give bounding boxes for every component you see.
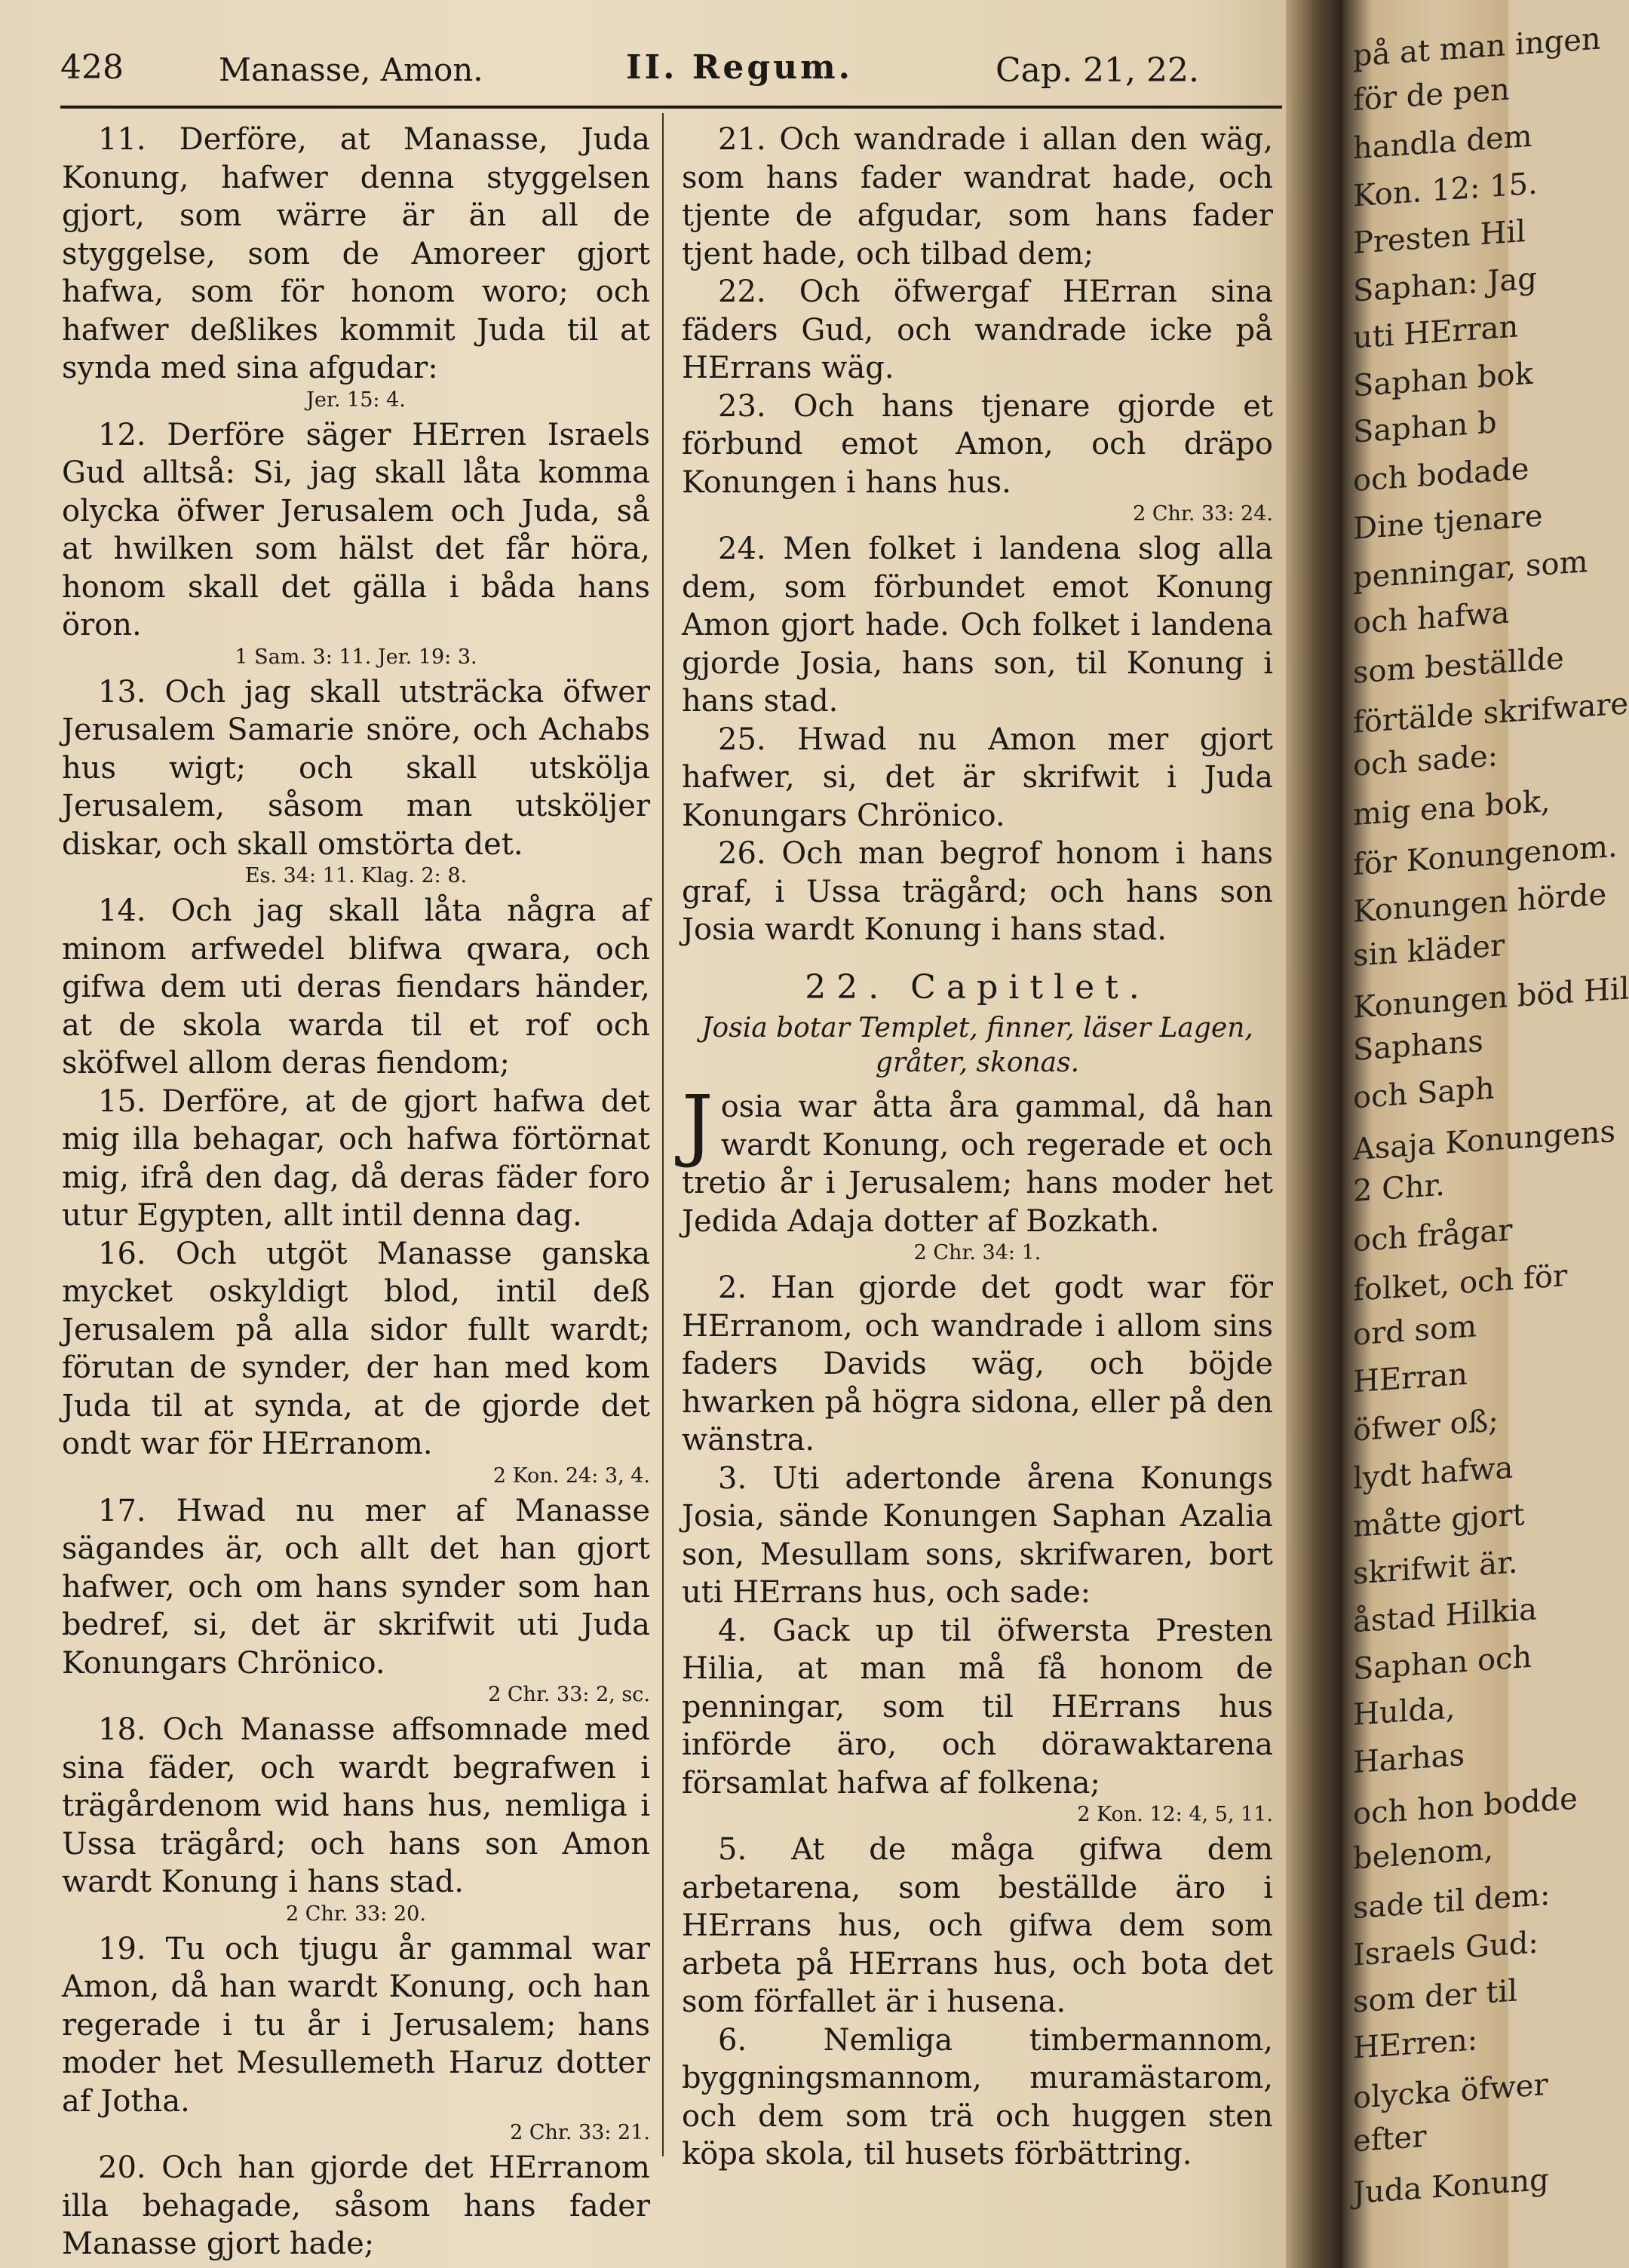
adjacent-page-fragment: Asaja Konungens bbox=[1353, 1114, 1615, 1168]
verse-1-text: osia war åtta åra gammal, då han wardt Konung, och regerade et och tretio år i Jerusalem; hans moder het Jedida Adaja dotter af Bozkath. bbox=[682, 1090, 1273, 1239]
adjacent-page-fragment: Saphan bok bbox=[1353, 356, 1533, 404]
adjacent-page-fragment: för de pen bbox=[1353, 72, 1510, 118]
adjacent-page-fragment: mig ena bok, bbox=[1353, 783, 1551, 832]
adjacent-page-fragment: på at man ingen bbox=[1353, 21, 1601, 74]
column-divider bbox=[662, 113, 664, 2156]
adjacent-page-fragment: som der til bbox=[1353, 1973, 1518, 2020]
adjacent-page-fragment: belenom, bbox=[1353, 1831, 1494, 1877]
drop-cap: J bbox=[682, 1078, 713, 1170]
book-gutter bbox=[1286, 0, 1342, 2268]
adjacent-page-fragment: Presten Hil bbox=[1353, 214, 1526, 262]
verse-20: 20. Och han gjorde det HErranom illa behagade, såsom hans fader Manasse gjort hade; bbox=[62, 2150, 650, 2261]
chapter-heading: 22. Capitlet. bbox=[805, 967, 1150, 1007]
verse-6: 6. Nemliga timbermannom, byggningsmannom, muramästarom, och dem som trä och huggen sten köpa skola, til husets förbättring. bbox=[682, 2022, 1273, 2171]
verse-19: 19. Tu och tjugu år gammal war Amon, då han wardt Konung, och han regerade i tu år i Jerusalem; hans moder het Mesullemeth Haruz dotter af Jotha. bbox=[62, 1931, 650, 2119]
adjacent-page-fragment: efter bbox=[1353, 2119, 1427, 2159]
verse-24: 24. Men folket i landena slog alla dem, som förbundet emot Konung Amon gjort hade. Och folket i landena gjorde Josia, hans son, til Konung i hans stad. bbox=[682, 532, 1273, 719]
page-number: 428 bbox=[60, 48, 124, 87]
cross-reference: Es. 34: 11. Klag. 2: 8. bbox=[244, 864, 468, 887]
adjacent-page-fragment: olycka öfwer bbox=[1353, 2067, 1548, 2116]
verse-18: 18. Och Manasse affsomnade med sina fäder, och wardt begrafwen i trägårdenom wid hans hus, nemliga i Ussa trägård; och hans son Amon wardt Konung i hans stad. bbox=[62, 1712, 650, 1899]
adjacent-page-fragment: Konungen böd Hil bbox=[1353, 971, 1629, 1025]
adjacent-page-fragment: förtälde skrifware bbox=[1353, 685, 1629, 740]
cross-reference: 2 Kon. 24: 3, 4. bbox=[492, 1463, 650, 1488]
adjacent-page-fragment: och Saph bbox=[1353, 1071, 1495, 1116]
adjacent-page-fragment: för Konungenom. bbox=[1353, 829, 1618, 882]
verse-22: 22. Och öfwergaf HErran sina fäders Gud, och wandrade icke på HErrans wäg. bbox=[682, 274, 1273, 385]
verse-23: 23. Och hans tjenare gjorde et förbund emot Amon, och dräpo Konungen i hans hus. bbox=[682, 388, 1273, 500]
adjacent-page-fragment: öfwer oß; bbox=[1353, 1403, 1499, 1448]
adjacent-page-fragment: Hulda, bbox=[1353, 1690, 1456, 1733]
cross-reference: 2 Chr. 33: 21. bbox=[510, 2121, 650, 2144]
verse-14: 14. Och jag skall låta några af minom arfwedel blifwa qwara, och gifwa dem uti deras fiendars händer, at de skola warda til et rof och sköfwel allom deras fiendom; bbox=[62, 893, 650, 1080]
adjacent-page-fragment: Saphan: Jag bbox=[1353, 261, 1537, 309]
verse-3: 3. Uti adertonde årena Konungs Josia, sände Konungen Saphan Azalia son, Mesullam sons, skrifwaren, bort uti HErrans hus, och sade: bbox=[682, 1460, 1273, 1610]
adjacent-page-fragment: Juda Konung bbox=[1353, 2162, 1549, 2211]
verse-4: 4. Gack up til öfwersta Presten Hilia, at man må få honom de penningar, som til HErrans hus införde äro, och dörawaktarena församlat hafwa af folkena; bbox=[682, 1613, 1273, 1801]
verse-26: 26. Och man begrof honom i hans graf, i Ussa trägård; och hans son Josia wardt Konung i hans stad. bbox=[682, 836, 1273, 947]
adjacent-page-fragment: som beställde bbox=[1353, 640, 1564, 691]
book-title: II. Regum. bbox=[626, 48, 853, 87]
verse-25: 25. Hwad nu Amon mer gjort hafwer, si, det är skrifwit i Juda Konungars Chrönico. bbox=[682, 722, 1273, 833]
adjacent-page bbox=[1342, 0, 1629, 2268]
cross-reference: 2 Chr. 33: 24. bbox=[1133, 502, 1273, 526]
adjacent-page-fragment: Kon. 12: 15. bbox=[1353, 166, 1538, 214]
adjacent-page-fragment: penningar, som bbox=[1353, 544, 1588, 596]
adjacent-page-fragment: sin kläder bbox=[1353, 927, 1505, 973]
cross-reference: 2 Chr. 33: 2, sc. bbox=[488, 1683, 650, 1706]
cross-reference: 2 Chr. 34: 1. bbox=[913, 1241, 1042, 1264]
adjacent-page-fragment: Harhas bbox=[1353, 1737, 1465, 1780]
verse-16: 16. Och utgöt Manasse ganska mycket oskyldigt blod, intil deß Jerusalem på alla sidor fullt wardt; förutan de synder, der han med kom Juda til at synda, at de gjorde det ondt war för HErranom. bbox=[62, 1236, 650, 1461]
adjacent-page-fragment: skrifwit är. bbox=[1353, 1545, 1518, 1592]
adjacent-page-fragment: handla dem bbox=[1353, 118, 1532, 167]
cross-reference: 1 Sam. 3: 11. Jer. 19: 3. bbox=[235, 645, 477, 669]
adjacent-page-fragment: och sade: bbox=[1353, 737, 1499, 783]
adjacent-page-fragment: sade til dem: bbox=[1353, 1877, 1551, 1926]
header-rule bbox=[60, 106, 1282, 109]
adjacent-page-fragment: 2 Chr. bbox=[1353, 1167, 1445, 1209]
verse-2: 2. Han gjorde det godt war för HErranom, och wandrade i allom sins faders Davids wäg, och böjde hwarken på högra sidona, eller på den wänstra. bbox=[682, 1270, 1273, 1457]
adjacent-page-fragment: åstad Hilkia bbox=[1353, 1592, 1537, 1640]
left-column bbox=[62, 121, 650, 2263]
header-names: Manasse, Amon. bbox=[219, 51, 483, 88]
right-column bbox=[682, 121, 1273, 2174]
verse-13: 13. Och jag skall utsträcka öfwer Jerusalem Samarie snöre, och Achabs hus wigt; och skall utskölja Jerusalem, såsom man utsköljer diskar, och skall omstörta det. bbox=[62, 674, 650, 862]
cross-reference: Jer. 15: 4. bbox=[306, 388, 406, 412]
adjacent-page-fragment: Dine tjenare bbox=[1353, 498, 1543, 547]
adjacent-page-fragment: HErren: bbox=[1353, 2022, 1478, 2066]
verse-5: 5. At de måga gifwa dem arbetarena, som beställde äro i HErrans hus, och gifwa dem som arbeta på HErrans hus, och bota det som förfallet är i husena. bbox=[682, 1832, 1273, 2019]
cross-reference: 2 Kon. 12: 4, 5, 11. bbox=[1077, 1803, 1273, 1826]
adjacent-page-fragment: Saphan och bbox=[1353, 1640, 1532, 1687]
adjacent-page-fragment: HErran bbox=[1353, 1356, 1468, 1400]
verse-11: 11. Derföre, at Manasse, Juda Konung, hafwer denna styggelsen gjort, som wärre är än all de styggelse, som de Amoreer gjort hafwa, som för honom woro; och hafwer deßlikes kommit Juda til at synda med sina afgudar: bbox=[62, 122, 650, 385]
adjacent-page-fragment: måtte gjort bbox=[1353, 1497, 1525, 1545]
adjacent-page-fragment: ord som bbox=[1353, 1309, 1477, 1353]
verse-1 bbox=[682, 1078, 1273, 1240]
adjacent-page-fragment: och hon bodde bbox=[1353, 1781, 1578, 1832]
adjacent-page-fragment: Saphan b bbox=[1353, 405, 1497, 451]
running-header bbox=[60, 48, 1282, 101]
adjacent-page-fragment: och bodade bbox=[1353, 452, 1529, 499]
verse-21: 21. Och wandrade i allan den wäg, som hans fader wandrat hade, och tjente de afgudar, som hans fader tjent hade, och tilbad dem; bbox=[682, 122, 1273, 271]
adjacent-page-fragment: Saphans bbox=[1353, 1023, 1483, 1068]
cross-reference: 2 Chr. 33: 20. bbox=[286, 1902, 426, 1926]
adjacent-page-fragment: Israels Gud: bbox=[1353, 1925, 1538, 1973]
verse-15: 15. Derföre, at de gjort hafwa det mig illa behagar, och hafwa förtörnat mig, ifrå den dag, då deras fäder foro utur Egypten, allt intil denna dag. bbox=[62, 1083, 650, 1233]
adjacent-page-fragment: Konungen hörde bbox=[1353, 877, 1607, 930]
adjacent-page-fragment: uti HErran bbox=[1353, 309, 1519, 356]
chapter-reference: Cap. 21, 22. bbox=[996, 51, 1199, 90]
adjacent-page-fragment: och frågar bbox=[1353, 1212, 1513, 1259]
adjacent-page-fragment: folket, och för bbox=[1353, 1258, 1568, 1309]
verse-17: 17. Hwad nu mer af Manasse sägandes är, och allt det han gjort hafwer, och om hans synder som han bedref, si, det är skrifwit uti Juda Konungars Chrönico. bbox=[62, 1493, 650, 1681]
verse-12: 12. Derföre säger HErren Israels Gud alltså: Si, jag skall låta komma olycka öfwer Jerusalem och Juda, så at hwilken som hälst det får höra, honom skall det gälla i båda hans öron. bbox=[62, 417, 650, 642]
adjacent-page-fragment: lydt hafwa bbox=[1353, 1450, 1514, 1497]
adjacent-page-fragment: och hafwa bbox=[1353, 595, 1510, 641]
chapter-summary: Josia botar Templet, finner, läser Lagen, gråter, skonas. bbox=[701, 1013, 1253, 1078]
